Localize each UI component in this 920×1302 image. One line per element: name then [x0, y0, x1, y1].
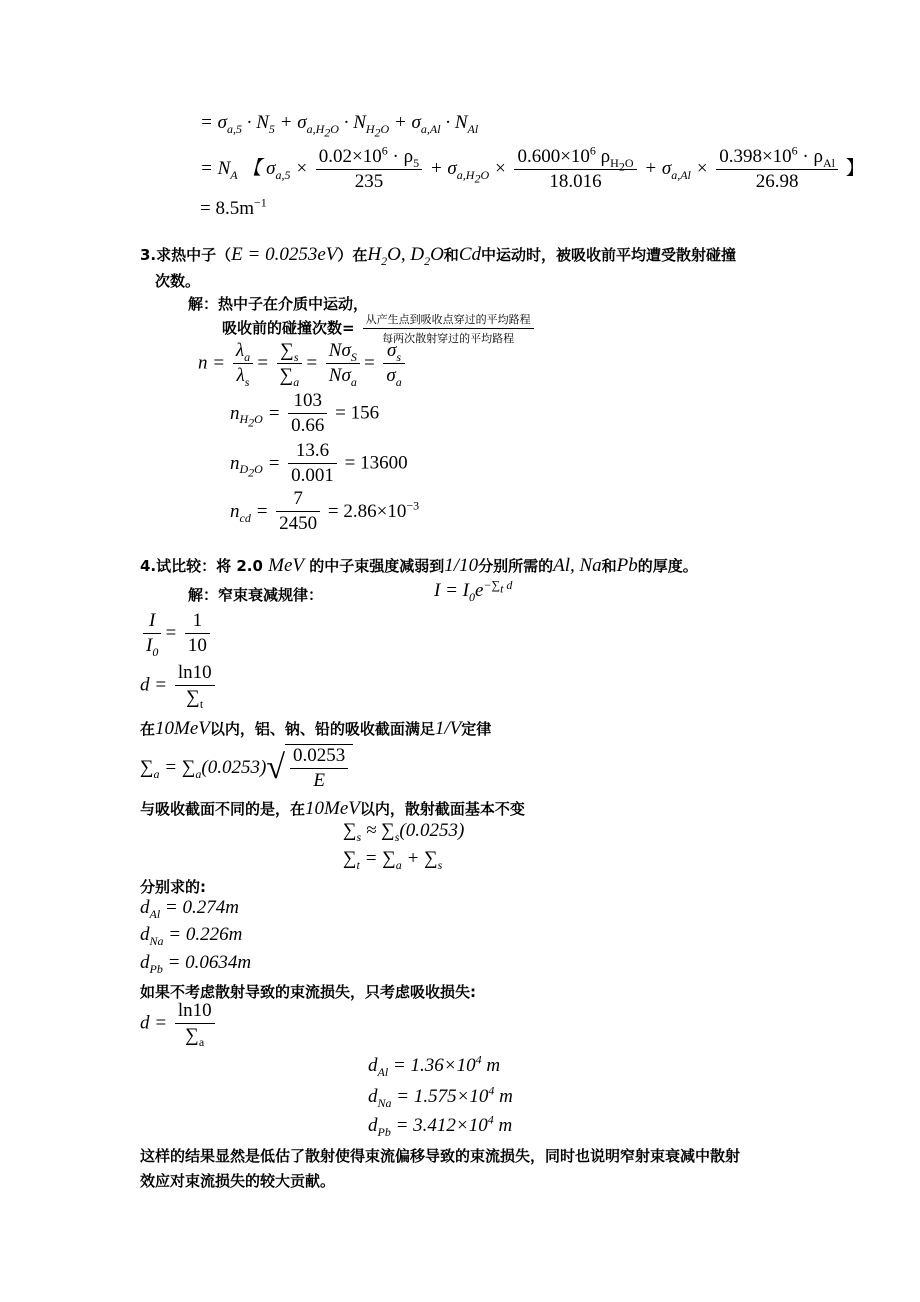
problem-3-title-post: 中运动时，被吸收前平均遭受散射碰撞 — [481, 246, 737, 264]
sqrt-den: E — [313, 770, 325, 791]
fraction-u235-den: 235 — [354, 171, 384, 192]
n-d2o-lhs: $n_{D_2O}$ = — [230, 452, 281, 480]
law-word: 定律 — [461, 720, 492, 738]
thickness-absorption-num: ln10 — [175, 1000, 215, 1024]
n-h2o-den: 0.66 — [291, 415, 325, 436]
problem-4-mev: MeV — [268, 555, 305, 576]
n-sigma-den: $N\sigma_a$ — [328, 365, 357, 389]
thickness-equation — [140, 662, 218, 709]
sigma-macro-num: $\sum_s$ — [277, 340, 303, 364]
n-lhs: n = — [198, 352, 226, 374]
inverse-v: 1/V — [434, 718, 462, 739]
n-d2o-den: 0.001 — [291, 465, 334, 486]
fraction-al-num: $0.398\times 10^6 \cdot \rho_{Al}$ — [716, 146, 838, 170]
sigma-micro-fraction — [383, 340, 404, 387]
problem-4-title-post: 的厚度。 — [637, 557, 698, 575]
range-pre: 在 — [140, 720, 156, 738]
n-cd-fraction — [276, 488, 320, 535]
sqrt-fraction — [290, 745, 348, 792]
fraction-u235-num: $0.02\times 10^6 \cdot \rho_5$ — [316, 146, 422, 170]
sigma-t-equation: $\sum_t = \sum_a + \sum_s$ — [343, 848, 443, 872]
n-cd-den: 2450 — [279, 513, 318, 534]
lambda-fraction — [233, 340, 253, 387]
problem-4-ratio: 1/10 — [444, 555, 479, 576]
eq-sign-ratio: = — [164, 622, 178, 644]
d-al-result: $d_{Al} = 0.274m$ — [140, 897, 239, 921]
d-pb-result: $d_{Pb} = 0.0634m$ — [140, 952, 252, 976]
problem-4-pb: Pb — [616, 555, 638, 576]
eq-line-2-mid2: + $\sigma_{a,Al}$ × — [644, 157, 709, 182]
collision-count-label: 吸收前的碰撞次数= — [222, 319, 355, 337]
d2-na-result: $d_{Na} = 1.575\times 10^4$ m — [368, 1083, 513, 1110]
intensity-ratio-equation — [140, 610, 213, 657]
range-post: 以内，铝、钠、铅的吸收截面满足 — [209, 720, 435, 738]
eq-sign-1: = — [256, 352, 269, 374]
thickness-absorption-lhs: d = — [140, 1012, 168, 1034]
results-label: 分别求的: — [140, 878, 206, 896]
collision-count-num: 从产生点到吸收点穿过的平均路程 — [363, 311, 534, 329]
n-sigma-fraction — [326, 340, 360, 387]
lambda-den: $\lambda_s$ — [236, 365, 250, 389]
problem-4-title — [140, 555, 698, 577]
scatter-value: 10MeV — [305, 798, 360, 819]
eq-sign-2: = — [305, 352, 319, 374]
sigma-macro-den: $\sum_a$ — [279, 365, 300, 389]
d2-al-result: $d_{Al} = 1.36\times 10^4$ m — [368, 1052, 501, 1079]
problem-3-title-pre: 3.求热中子（ — [140, 246, 232, 264]
thickness-num: ln10 — [175, 662, 215, 686]
thickness-fraction — [175, 662, 215, 709]
conclusion-line-2: 效应对束流损失的较大贡献。 — [140, 1172, 336, 1190]
problem-4-title-pre: 4.试比较：将 2.0 — [140, 557, 263, 575]
n-cd-result: = $2.86\times 10^{-3}$ — [327, 498, 420, 522]
thickness-absorption-den: $\sum_a$ — [185, 1025, 205, 1049]
problem-4-title-mid2: 分别所需的 — [478, 557, 554, 575]
eq-sign-3: = — [362, 352, 376, 374]
n-cd-num: 7 — [276, 488, 320, 512]
sigma-a-equation — [140, 744, 353, 792]
problem-3-energy: E = 0.0253eV — [231, 244, 338, 265]
sigma-macro-fraction — [277, 340, 303, 387]
n-h2o-result: = 156 — [335, 402, 380, 424]
one-tenth-den: 10 — [187, 635, 207, 656]
n-d2o-fraction — [288, 440, 337, 487]
problem-4-title-mid: 的中子束强度减弱到 — [309, 557, 445, 575]
n-h2o-equation — [230, 390, 379, 437]
eq-line-2-mid1: + $\sigma_{a,H_2O}$ × — [429, 157, 507, 186]
lambda-num: $\lambda_a$ — [233, 340, 253, 364]
problem-3-and: 和 — [443, 246, 459, 264]
one-tenth-fraction — [185, 610, 210, 657]
sigma-a-lhs: $\sum_a = \sum_a(0.0253)$ — [140, 757, 267, 781]
fraction-h2o-num: $0.600\times 10^6$ $\rho_{H_2O}$ — [514, 146, 636, 170]
sigma-micro-num: $\sigma_s$ — [383, 340, 404, 364]
fraction-h2o-den: 18.016 — [549, 171, 602, 192]
thickness-den: $\sum_t$ — [186, 687, 204, 711]
fraction-h2o — [514, 143, 636, 193]
eq-line-2-lead: = $N_A$ 【 $\sigma_{a,5}$ × — [200, 157, 309, 182]
scatter-pre: 与吸收截面不同的是，在 — [140, 800, 306, 818]
d2-pb-result: $d_{Pb} = 3.412\times 10^4$ m — [368, 1112, 513, 1139]
thickness-absorption-fraction — [175, 1000, 215, 1047]
absorption-only-statement: 如果不考虑散射导致的束流损失，只考虑吸收损失: — [140, 983, 477, 1001]
thickness-absorption-equation — [140, 1000, 218, 1047]
conclusion-line-1: 这样的结果显然是低估了散射使得束流偏移导致的束流损失，同时也说明窄射束衰减中散射 — [140, 1147, 741, 1165]
problem-3-title-mid: ）在 — [337, 246, 368, 264]
fraction-u235 — [316, 143, 422, 193]
absorption-law-statement — [140, 718, 491, 740]
problem-3-title — [140, 244, 736, 266]
intensity-num: I — [143, 610, 161, 634]
collision-count-den: 每两次散射穿过的平均路程 — [382, 332, 515, 345]
intensity-den: $I_0$ — [146, 635, 159, 659]
eq-line-2-close: 】 — [845, 157, 865, 179]
attenuation-law: $I = I_0e^{-\sum_t d}$ — [434, 577, 513, 604]
problem-3-solution-intro: 解：热中子在介质中运动， — [188, 295, 369, 313]
one-tenth-num: 1 — [185, 610, 210, 634]
n-d2o-equation — [230, 440, 408, 487]
sqrt-num: 0.0253 — [290, 745, 348, 769]
problem-3-media: $H_2O$, $D_2O$ — [367, 244, 444, 268]
eq-line-1: = $\sigma_{a,5} \cdot N_5 + \sigma_{a,H_2O} \cdot N_{H_2O} + \sigma_{a,Al} \cdot N_{Al}$ — [200, 112, 479, 140]
n-d2o-num: 13.6 — [288, 440, 337, 464]
problem-4-and: 和 — [601, 557, 617, 575]
problem-3-title-line2: 次数。 — [155, 272, 201, 290]
n-d2o-result: = 13600 — [344, 452, 408, 474]
sqrt-symbol: √ — [266, 749, 285, 786]
scatter-statement — [140, 798, 525, 820]
n-h2o-num: 103 — [288, 390, 327, 414]
n-ratio-equation — [198, 340, 408, 387]
intensity-fraction — [143, 610, 161, 657]
n-cd-lhs: $n_{cd}$ = — [230, 500, 269, 525]
sigma-micro-den: $\sigma_a$ — [386, 365, 402, 389]
sqrt-term — [266, 744, 353, 792]
fraction-al-den: 26.98 — [755, 171, 799, 192]
sqrt-radicand — [285, 744, 353, 792]
problem-4-elements: Al, Na — [553, 555, 602, 576]
range-value: 10MeV — [155, 718, 210, 739]
fraction-al — [716, 143, 838, 193]
n-cd-equation — [230, 488, 419, 535]
n-h2o-fraction — [288, 390, 327, 437]
eq-line-3: = $8.5m^{-1}$ — [200, 195, 267, 219]
problem-3-cd: Cd — [458, 244, 481, 265]
eq-line-2 — [200, 143, 865, 193]
thickness-lhs: d = — [140, 674, 168, 696]
d-na-result: $d_{Na} = 0.226m$ — [140, 924, 243, 948]
scatter-post: 以内，散射截面基本不变 — [359, 800, 525, 818]
n-sigma-num: $N\sigma_S$ — [326, 340, 360, 364]
narrow-beam-label: 解：窄束衰减规律： — [188, 586, 324, 604]
sigma-s-equation: $\sum_s \approx \sum_s(0.0253)$ — [343, 820, 465, 844]
n-h2o-lhs: $n_{H_2O}$ = — [230, 402, 281, 430]
